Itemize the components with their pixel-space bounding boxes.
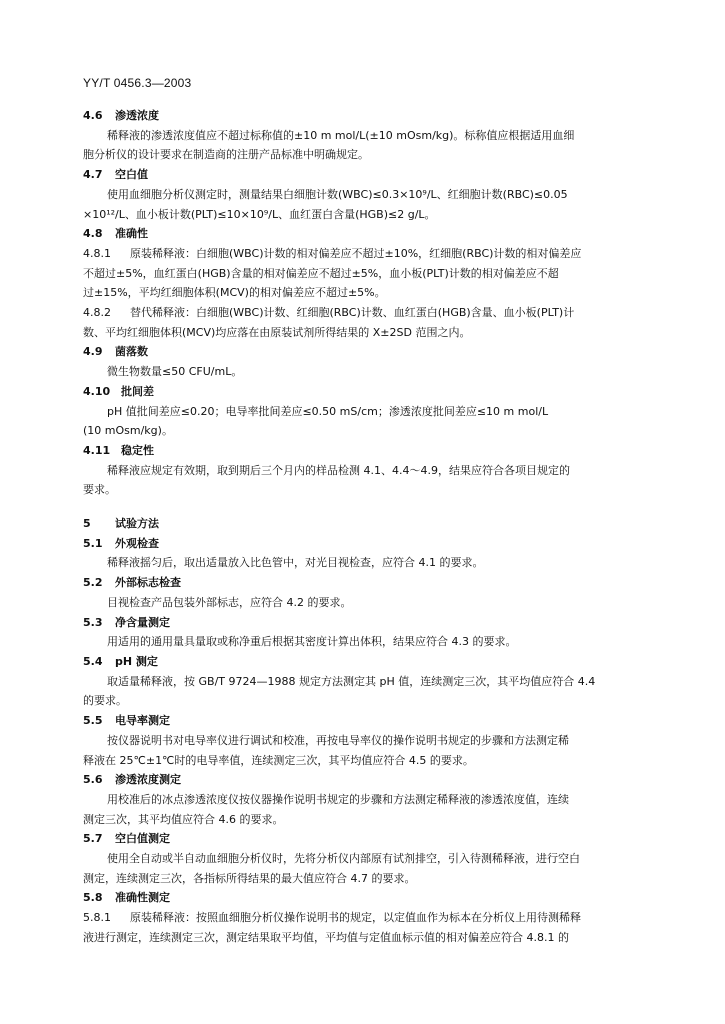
paragraph-line: 使用全自动或半自动血细胞分析仪时，先将分析仪内部原有试剂排空，引入待测稀释液，进行空白 — [107, 852, 580, 866]
heading-4-8 — [83, 224, 643, 244]
heading-5-2 — [83, 573, 643, 593]
paragraph-line: pH 值批间差应≤0.20；电导率批间差应≤0.50 mS/cm；渗透浓度批间差应≤10 m mol/L — [107, 404, 549, 418]
heading-4-9 — [83, 342, 643, 362]
clause-number: 5.8.1 — [83, 911, 111, 925]
section-title: 稳定性 — [121, 443, 154, 457]
paragraph-line — [83, 244, 643, 264]
section-number: 5.6 — [83, 773, 103, 787]
section-title: 净含量测定 — [115, 615, 170, 629]
section-number: 5.5 — [83, 714, 103, 728]
heading-5-5 — [83, 711, 643, 731]
section-number: 4.6 — [83, 109, 103, 122]
paragraph-line — [83, 303, 643, 323]
paragraph-line: 不超过±5%，血红蛋白(HGB)含量的相对偏差应不超过±5%，血小板(PLT)计数的相对偏差应不超 — [83, 266, 559, 280]
section-number: 5.2 — [83, 576, 103, 590]
paragraph-line: 的要求。 — [83, 694, 127, 708]
document-number: YY/T 0456.3—2003 — [83, 76, 192, 90]
paragraph-line: 使用血细胞分析仪测定时，测量结果白细胞计数(WBC)≤0.3×10⁹/L、红细胞计数(RBC)≤0.05 — [107, 187, 568, 201]
section-number: 5.1 — [83, 536, 103, 550]
paragraph-line — [83, 908, 643, 928]
paragraph-line: 目视检查产品包装外部标志，应符合 4.2 的要求。 — [107, 595, 352, 609]
section-title: 渗透浓度测定 — [115, 773, 181, 787]
section-title: 渗透浓度 — [115, 109, 159, 122]
clause-number: 4.8.1 — [83, 246, 111, 260]
section-number: 4.7 — [83, 168, 103, 182]
heading-5-8 — [83, 888, 643, 908]
section-title: 空白值 — [115, 168, 148, 182]
paragraph-line: 按仪器说明书对电导率仪进行调试和校准，再按电导率仪的操作说明书规定的步骤和方法测定稀 — [107, 733, 569, 747]
section-title: 准确性测定 — [115, 891, 170, 905]
section-number: 4.8 — [83, 227, 103, 241]
heading-5 — [83, 514, 643, 534]
heading-5-7 — [83, 829, 643, 849]
paragraph-line: 过±15%，平均红细胞体积(MCV)的相对偏差应不超过±5%。 — [83, 286, 386, 300]
paragraph-line: 稀释液应规定有效期，取到期后三个月内的样品检测 4.1、4.4～4.9，结果应符合各项目规定的 — [107, 463, 570, 477]
heading-4-7 — [83, 165, 643, 185]
section-title: 批间差 — [121, 384, 154, 398]
section-title: pH 测定 — [115, 654, 158, 668]
section-number: 5.3 — [83, 615, 103, 629]
section-title: 准确性 — [115, 227, 148, 241]
paragraph-line: ×10¹²/L、血小板计数(PLT)≤10×10⁹/L、血红蛋白含量(HGB)≤2 g/L。 — [83, 207, 436, 221]
section-number: 5.7 — [83, 832, 103, 846]
heading-4-10 — [83, 382, 643, 402]
paragraph-line: 稀释液的渗透浓度值应不超过标称值的±10 m mol/L(±10 mOsm/kg)。标称值应根据适用血细 — [107, 128, 575, 142]
heading-5-3 — [83, 613, 643, 633]
section-number: 4.10 — [83, 384, 111, 398]
section-title: 空白值测定 — [115, 832, 170, 846]
clause-number: 4.8.2 — [83, 306, 111, 320]
section-spacer — [83, 500, 643, 514]
paragraph-line: 数、平均红细胞体积(MCV)均应落在由原装试剂所得结果的 X±2SD 范围之内。 — [83, 325, 471, 339]
paragraph-line: (10 mOsm/kg)。 — [83, 424, 173, 438]
paragraph-line: 取适量稀释液，按 GB/T 9724—1988 规定方法测定其 pH 值，连续测定三次，其平均值应符合 4.4 — [107, 674, 596, 688]
paragraph-line: 微生物数量≤50 CFU/mL。 — [107, 365, 243, 379]
section-number: 4.9 — [83, 345, 103, 359]
section-title: 外观检查 — [115, 536, 159, 550]
section-number: 5.8 — [83, 891, 103, 905]
heading-5-4 — [83, 652, 643, 672]
section-title: 菌落数 — [115, 345, 148, 359]
paragraph-line: 测定三次，其平均值应符合 4.6 的要求。 — [83, 812, 284, 826]
section-title: 外部标志检查 — [115, 576, 181, 590]
paragraph-line: 用校准后的冰点渗透浓度仪按仪器操作说明书规定的步骤和方法测定稀释液的渗透浓度值，连续 — [107, 792, 569, 806]
document-body — [83, 106, 643, 948]
heading-5-1 — [83, 534, 643, 554]
heading-4-11 — [83, 441, 643, 461]
paragraph-line: 胞分析仪的设计要求在制造商的注册产品标准中明确规定。 — [83, 148, 369, 162]
heading-5-6 — [83, 770, 643, 790]
paragraph-line: 要求。 — [83, 483, 116, 497]
section-number: 4.11 — [83, 443, 111, 457]
paragraph-line: 稀释液摇匀后，取出适量放入比色管中，对光目视检查，应符合 4.1 的要求。 — [107, 556, 484, 570]
clause-text: 替代稀释液：白细胞(WBC)计数、红细胞(RBC)计数、血红蛋白(HGB)含量、血小板(PLT)计 — [130, 306, 575, 320]
section-title: 试验方法 — [115, 517, 159, 531]
section-title: 电导率测定 — [115, 714, 170, 728]
paragraph-line: 液进行测定，连续测定三次，测定结果取平均值，平均值与定值血标示值的相对偏差应符合 4.8.1 的 — [83, 930, 569, 944]
section-number: 5.4 — [83, 654, 103, 668]
paragraph-line: 用适用的通用量具量取或称净重后根据其密度计算出体积，结果应符合 4.3 的要求。 — [107, 635, 517, 649]
clause-text: 原装稀释液：白细胞(WBC)计数的相对偏差应不超过±10%，红细胞(RBC)计数的相对偏差应 — [130, 246, 582, 260]
paragraph-line: 释液在 25℃±1℃时的电导率值，连续测定三次，其平均值应符合 4.5 的要求。 — [83, 753, 474, 767]
paragraph-line: 测定，连续测定三次，各指标所得结果的最大值应符合 4.7 的要求。 — [83, 871, 416, 885]
heading-4-6 — [83, 106, 643, 126]
clause-text: 原装稀释液：按照血细胞分析仪操作说明书的规定，以定值血作为标本在分析仪上用待测稀释 — [130, 911, 581, 925]
section-number: 5 — [83, 517, 91, 531]
